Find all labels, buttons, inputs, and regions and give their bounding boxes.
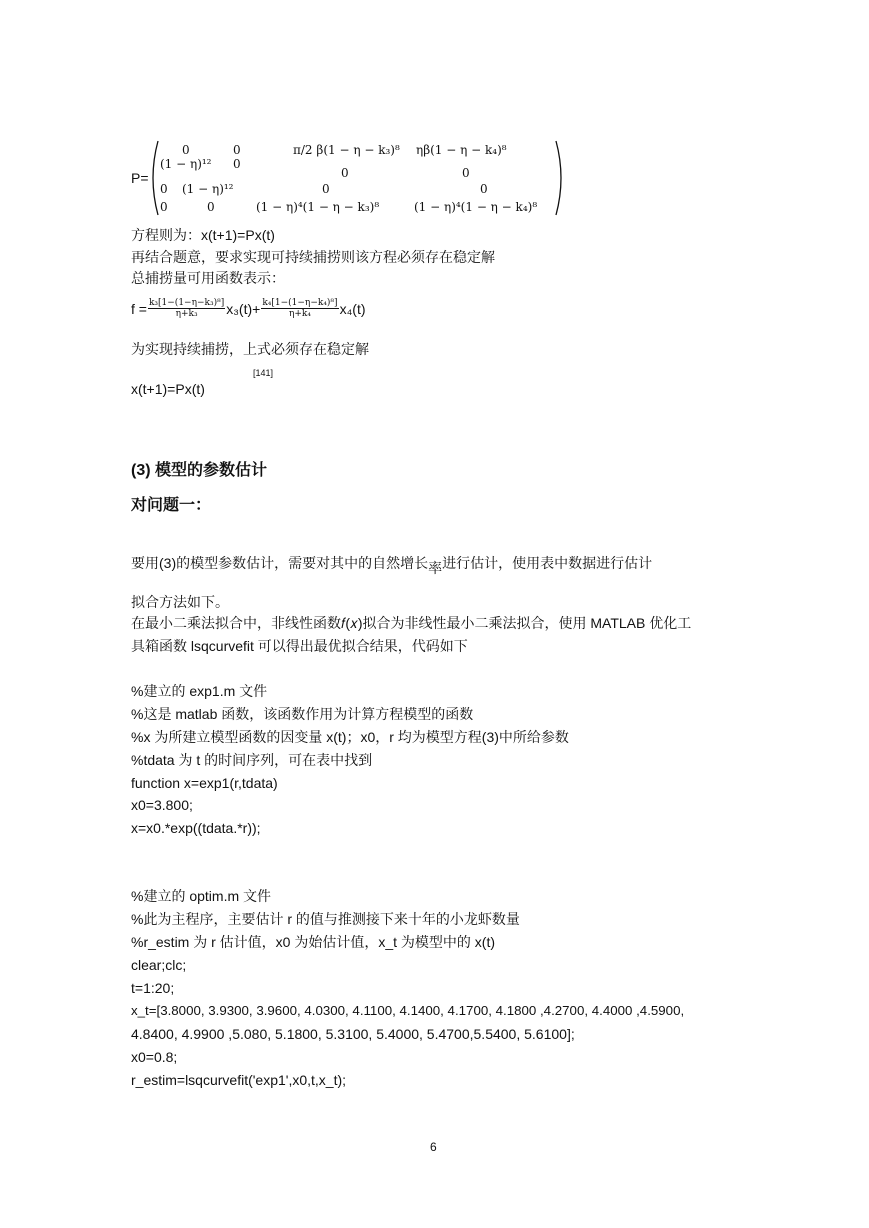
code1-line: x0=3.800;: [131, 797, 193, 813]
code2-line: clear;clc;: [131, 957, 187, 973]
m-r4-c3: (1 − η)⁴(1 − η − k₃)⁸: [256, 200, 380, 214]
m-r4-c1: 0: [160, 200, 168, 214]
paragraph-1-b: 率: [428, 560, 443, 576]
f-num-1: k₃[1−(1−η−k₃)⁸]: [148, 298, 225, 308]
section-heading: (3) 模型的参数估计: [131, 462, 268, 479]
m-r3-c2: (1 − η)¹²: [182, 182, 234, 196]
m-r2-c3: 0: [341, 166, 349, 180]
code2-line: x0=0.8;: [131, 1049, 178, 1065]
m-r2-c2: 0: [233, 157, 241, 171]
code1-line: x=x0.*exp((tdata.*r));: [131, 820, 261, 836]
paragraph-2: 拟合方法如下。: [131, 594, 229, 610]
equation-line-2: x(t+1)=Px(t): [131, 381, 205, 397]
paragraph-1: [131, 555, 653, 576]
f-mid: x₃(t)+: [226, 300, 261, 317]
code2-line: t=1:20;: [131, 980, 175, 996]
code2-line: %建立的 optim.m 文件: [131, 888, 272, 904]
code2-line: %r_estim 为 r 估计值，x0 为始估计值，x_t 为模型中的 x(t): [131, 934, 496, 950]
f-fraction-2: [261, 298, 338, 319]
f-num-2: k₄[1−(1−η−k₄)⁸]: [262, 298, 338, 308]
code1-line: %建立的 exp1.m 文件: [131, 683, 268, 699]
m-r2-c4: 0: [462, 166, 470, 180]
right-paren-icon: [554, 140, 568, 216]
m-r4-c2: 0: [207, 200, 215, 214]
question-heading: 对问题一：: [131, 497, 212, 514]
f-den-2: η+k₄: [288, 309, 311, 319]
paragraph-3: 在最小二乘法拟合中，非线性函数𝑓(𝑥)拟合为非线性最小二乘法拟合，使用 MATLAB 优化工: [131, 615, 692, 631]
paragraph-1-c: 进行估计，使用表中数据进行估计: [442, 555, 653, 571]
code2-line: %此为主程序，主要估计 r 的值与推测接下来十年的小龙虾数量: [131, 911, 520, 927]
f-label: f =: [131, 300, 147, 317]
reference-mark: [141]: [253, 368, 274, 378]
code2-line: r_estim=lsqcurvefit('exp1',x0,t,x_t);: [131, 1072, 347, 1088]
m-r1-c2: 0: [233, 143, 241, 157]
matrix-label: P=: [131, 170, 149, 186]
left-paren-icon: [146, 140, 160, 216]
f-end: x₄(t): [339, 300, 366, 317]
total-catch-line: 总捕捞量可用函数表示：: [131, 270, 285, 286]
code2-line: 4.8400, 4.9900 ,5.080, 5.1800, 5.3100, 5.4000, 5.4700,5.5400, 5.6100];: [131, 1026, 575, 1042]
code1-line: function x=exp1(r,tdata): [131, 775, 278, 791]
code2-line: x_t=[3.8000, 3.9300, 3.9600, 4.0300, 4.1100, 4.1400, 4.1700, 4.1800 ,4.2700, 4.4000 ,4.5900,: [131, 1003, 685, 1018]
code1-line: %tdata 为 t 的时间序列，可在表中找到: [131, 752, 373, 768]
m-r3-c4: 0: [480, 182, 488, 196]
m-r1-c3: π/2 β(1 − η − k₃)⁸: [293, 143, 400, 157]
equation-line: 方程则为：x(t+1)=Px(t): [131, 227, 275, 243]
m-r4-c4: (1 − η)⁴(1 − η − k₄)⁸: [414, 200, 538, 214]
m-r3-c3: 0: [322, 182, 330, 196]
m-r1-c4: ηβ(1 − η − k₄)⁸: [416, 143, 507, 157]
f-formula: [131, 298, 366, 319]
page-number: 6: [430, 1140, 437, 1154]
m-r2-c1: (1 − η)¹²: [160, 157, 212, 171]
paragraph-4: 具箱函数 lsqcurvefit 可以得出最优拟合结果，代码如下: [131, 638, 468, 654]
f-den-1: η+k₃: [175, 309, 198, 319]
code1-line: %x 为所建立模型函数的因变量 x(t)；x0，r 均为模型方程(3)中所给参数: [131, 729, 569, 745]
code1-line: %这是 matlab 函数，该函数作用为计算方程模型的函数: [131, 706, 474, 722]
stable-solution-line-2: 为实现持续捕捞，上式必须存在稳定解: [131, 341, 369, 357]
stable-solution-line: 再结合题意，要求实现可持续捕捞则该方程必须存在稳定解: [131, 249, 495, 265]
f-fraction-1: [148, 298, 225, 319]
paragraph-1-a: 要用(3)的模型参数估计，需要对其中的自然增长: [131, 555, 429, 571]
m-r1-c1: 0: [182, 143, 190, 157]
m-r3-c1: 0: [160, 182, 168, 196]
